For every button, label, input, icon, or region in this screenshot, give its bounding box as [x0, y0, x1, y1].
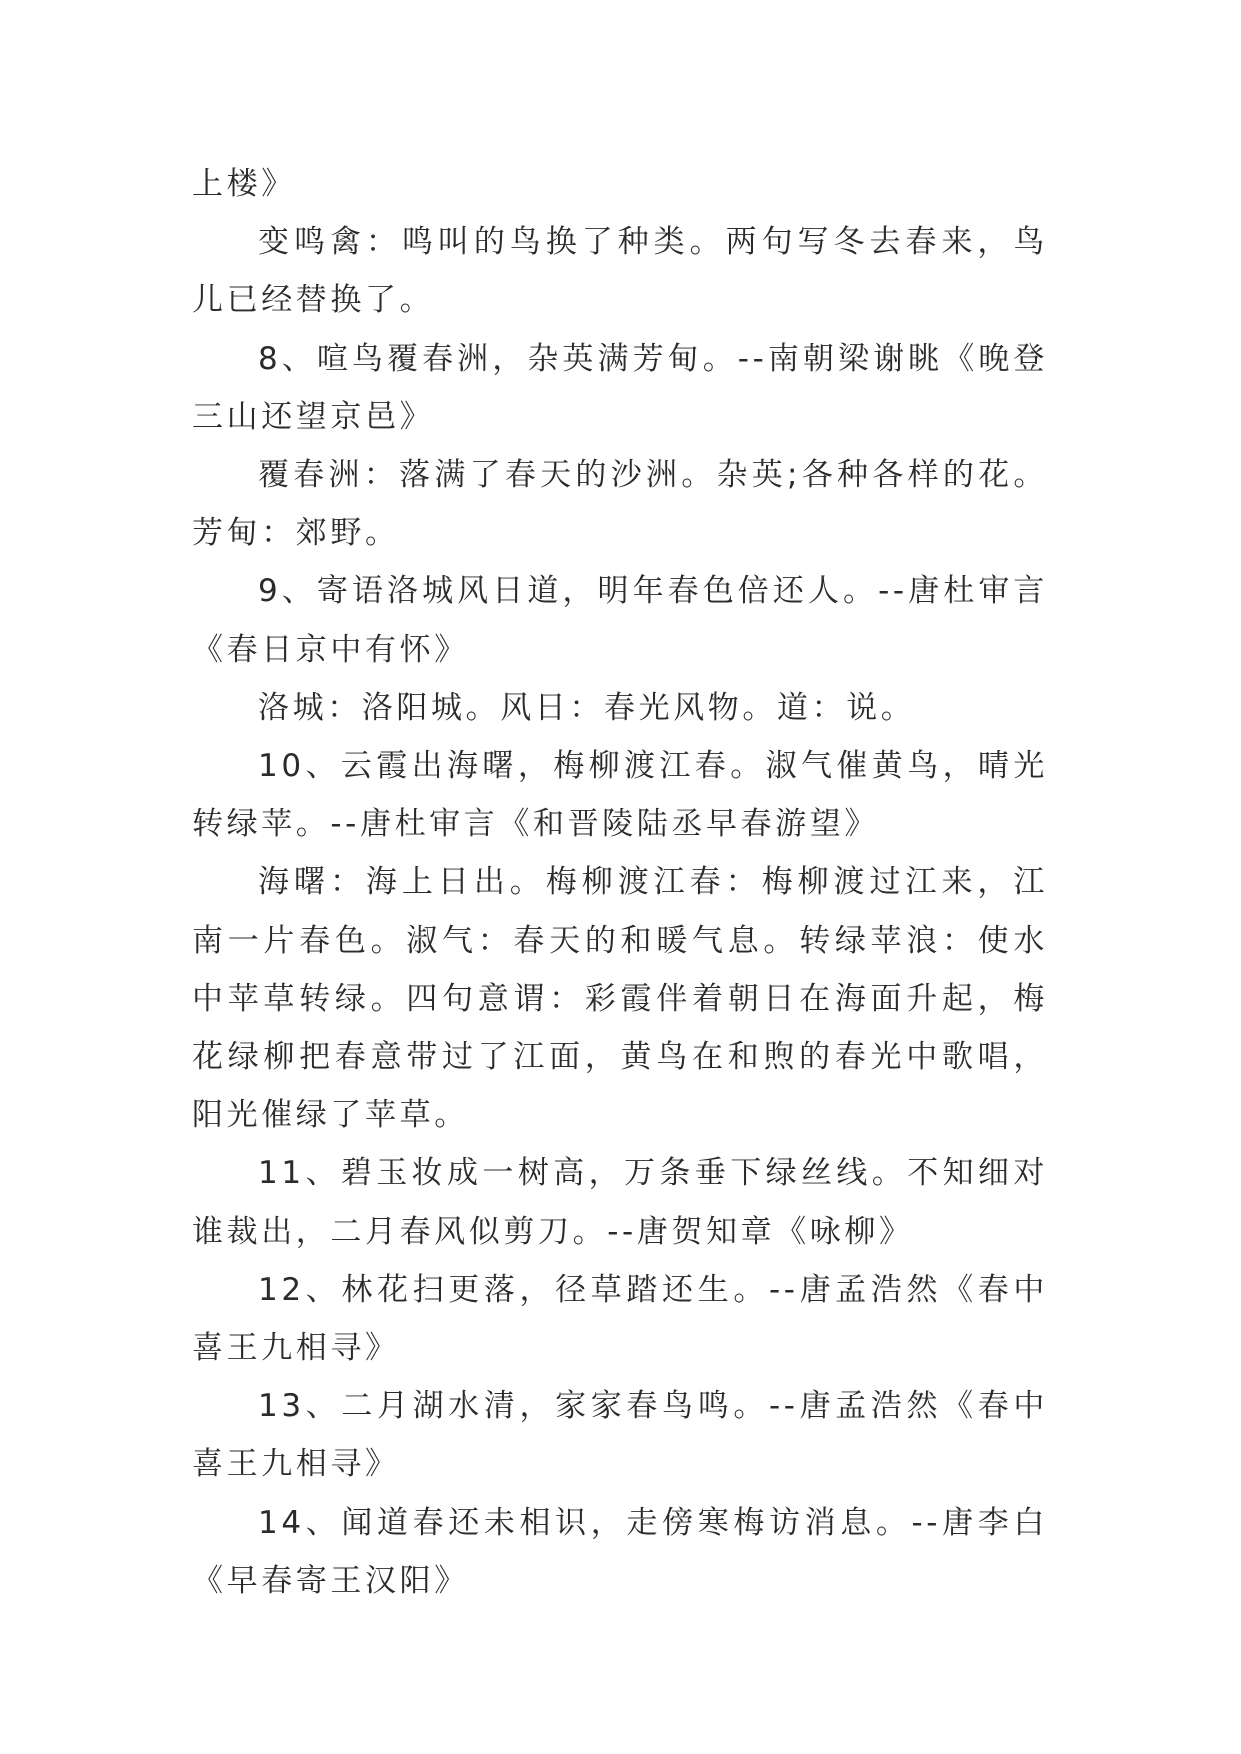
paragraph-poem-13: 13、二月湖水清，家家春鸟鸣。--唐孟浩然《春中喜王九相寻》 — [192, 1388, 1048, 1483]
paragraph-poem-14: 14、闻道春还未相识，走傍寒梅访消息。--唐李白《早春寄王汉阳》 — [192, 1504, 1048, 1599]
paragraph-note-biannqin: 变鸣禽：鸣叫的鸟换了种类。两句写冬去春来，鸟儿已经替换了。 — [192, 224, 1048, 319]
paragraph-continuation: 上楼》 — [192, 166, 296, 202]
document-body — [192, 155, 1048, 1610]
paragraph-poem-11: 11、碧玉妆成一树高，万条垂下绿丝线。不知细对谁裁出，二月春风似剪刀。--唐贺知章《咏柳》 — [192, 1155, 1048, 1250]
paragraph-note-8: 覆春洲：落满了春天的沙洲。杂英;各种各样的花。芳甸：郊野。 — [192, 457, 1048, 552]
paragraph-poem-9: 9、寄语洛城风日道，明年春色倍还人。--唐杜审言《春日京中有怀》 — [192, 573, 1048, 668]
paragraph-poem-12: 12、林花扫更落，径草踏还生。--唐孟浩然《春中喜王九相寻》 — [192, 1271, 1048, 1367]
paragraph-poem-8: 8、喧鸟覆春洲，杂英满芳甸。--南朝梁谢眺《晚登三山还望京邑》 — [192, 340, 1048, 435]
paragraph-note-10: 海曙：海上日出。梅柳渡江春：梅柳渡过江来，江南一片春色。淑气：春天的和暖气息。转绿苹浪：使水中苹草转绿。四句意谓：彩霞伴着朝日在海面升起，梅花绿柳把春意带过了江面，黄鸟在和煦的春光中歌唱，阳光催绿了苹草。 — [192, 864, 1048, 1134]
paragraph-poem-10: 10、云霞出海曙，梅柳渡江春。淑气催黄鸟，晴光转绿苹。--唐杜审言《和晋陵陆丞早春游望》 — [192, 748, 1048, 843]
paragraph-note-9: 洛城：洛阳城。风日：春光风物。道：说。 — [258, 689, 916, 726]
